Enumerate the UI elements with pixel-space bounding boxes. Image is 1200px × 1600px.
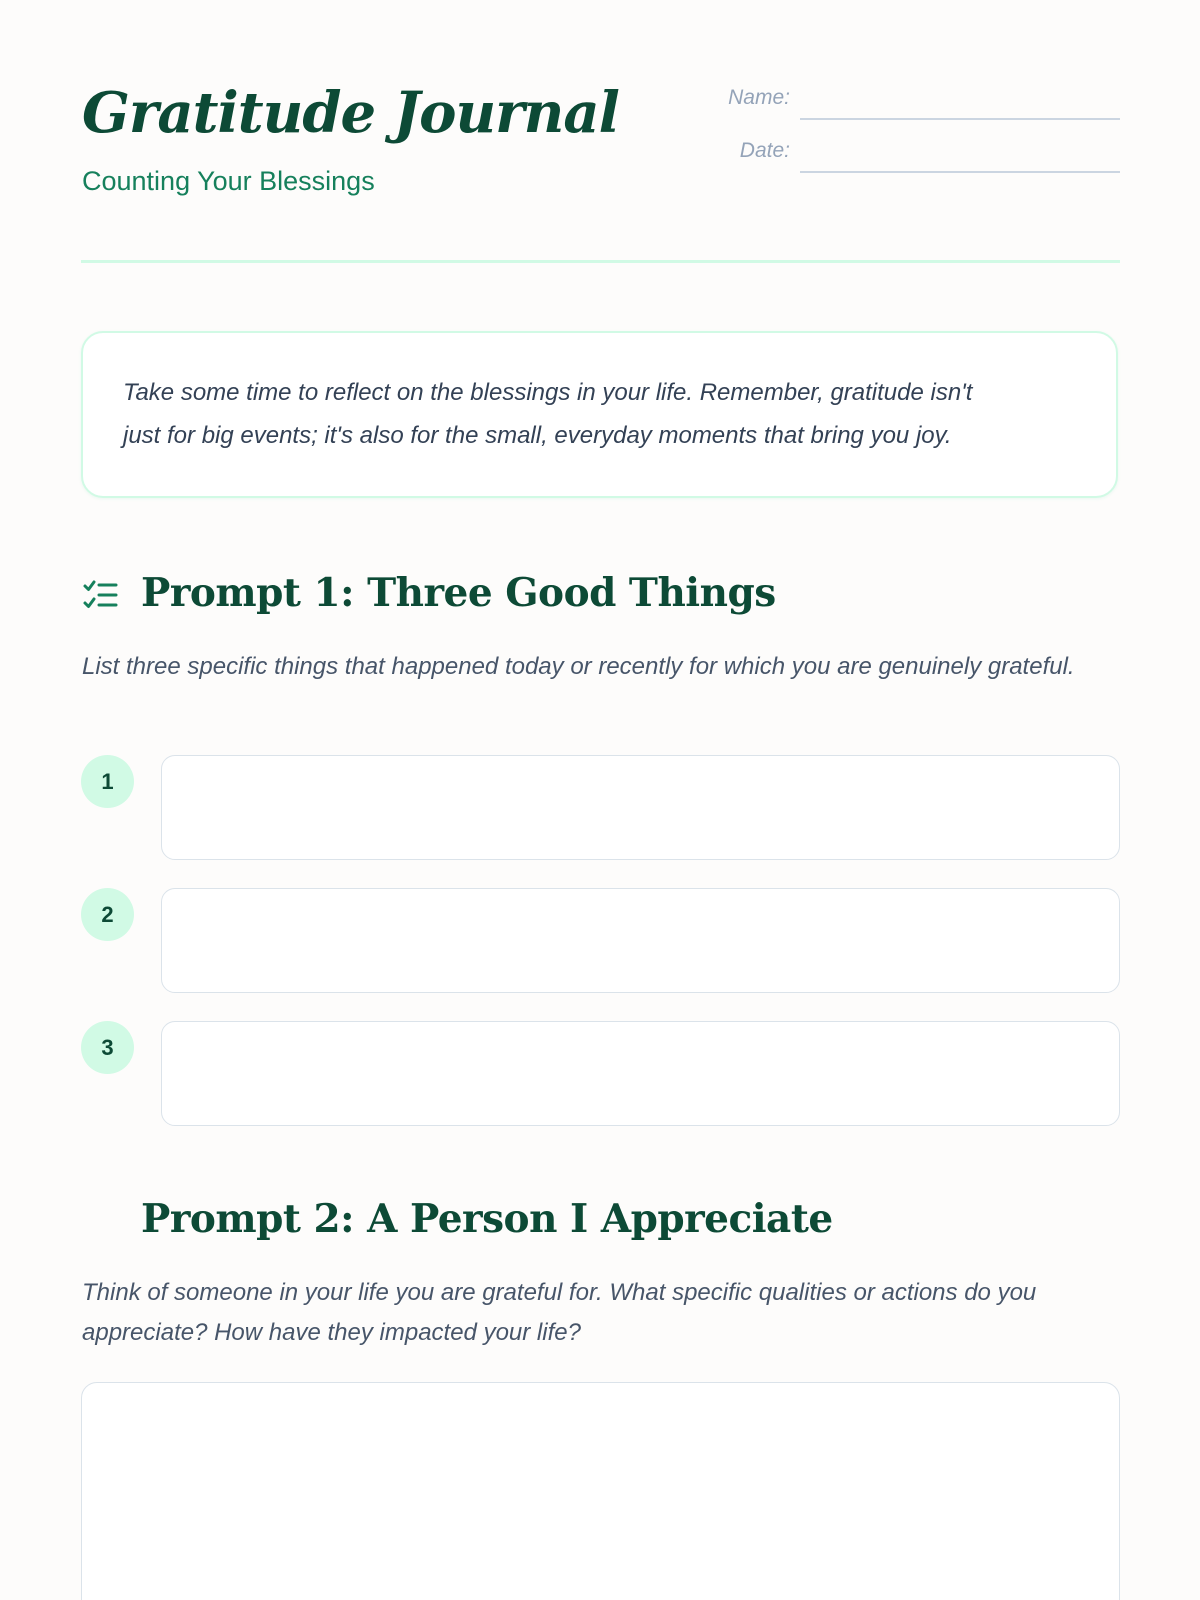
intro-line-2: just for big events; it's also for the small, everyday moments that bring you joy. [123, 422, 952, 449]
date-label: Date: [739, 139, 790, 162]
name-label: Name: [728, 86, 790, 109]
intro-line-1: Take some time to reflect on the blessings in your life. Remember, gratitude isn't [123, 379, 973, 406]
list-check-icon [82, 578, 118, 614]
person-appreciation-input[interactable] [81, 1382, 1120, 1600]
name-field[interactable] [800, 118, 1120, 120]
prompt-1-description: List three specific things that happened today or recently for which you are genuinely grateful. [82, 653, 1075, 680]
page-title: Gratitude Journal [82, 80, 619, 146]
item-number-badge: 3 [81, 1021, 134, 1074]
good-thing-1-input[interactable] [161, 755, 1120, 860]
item-number-badge: 1 [81, 755, 134, 808]
good-thing-2-input[interactable] [161, 888, 1120, 993]
prompt-2-description: Think of someone in your life you are grateful for. What specific qualities or actions do you appreciate? How have they impacted your life? [82, 1279, 1037, 1346]
page-subtitle: Counting Your Blessings [82, 166, 375, 196]
prompt-2-heading: Prompt 2: A Person I Appreciate [141, 1196, 833, 1242]
item-number-badge: 2 [81, 888, 134, 941]
prompt-1-heading: Prompt 1: Three Good Things [141, 570, 776, 616]
header-divider [81, 260, 1120, 263]
intro-text [123, 371, 1083, 457]
intro-box [81, 331, 1118, 498]
good-thing-3-input[interactable] [161, 1021, 1120, 1126]
date-field[interactable] [800, 171, 1120, 173]
